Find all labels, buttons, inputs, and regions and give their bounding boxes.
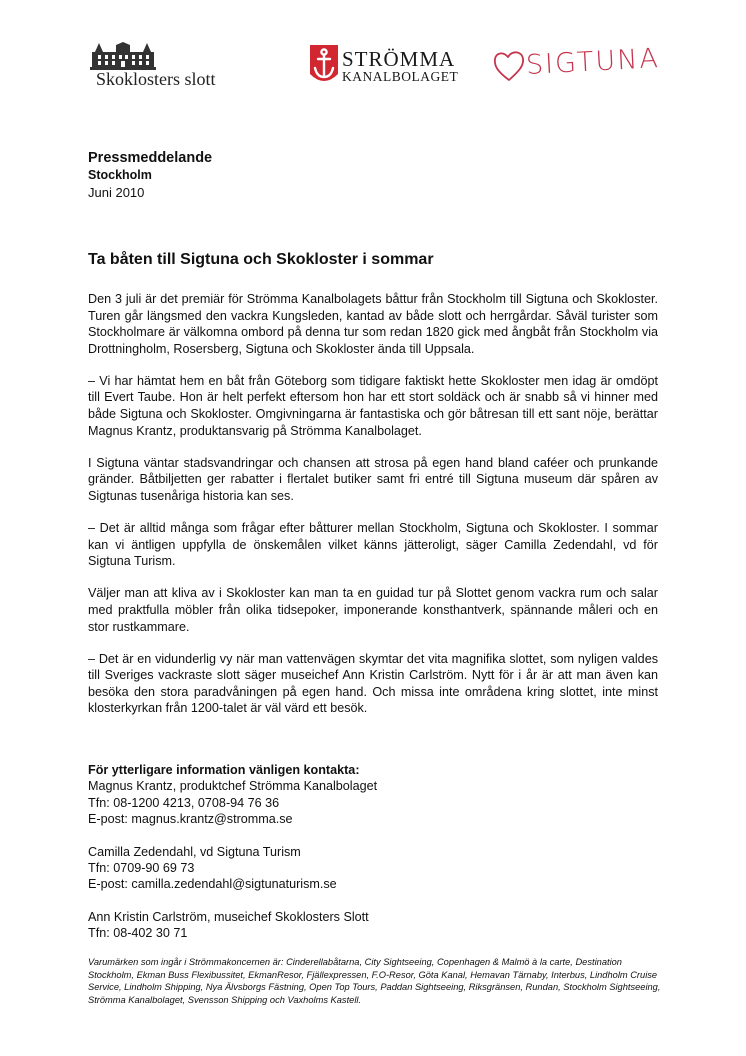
paragraph: Den 3 juli är det premiär för Strömma Kanalbolagets båttur från Stockholm till Sigtuna och Skokloster. Turen går längsmed den vackra Kungsleden, kantad av både slott och herrgårdar. Såväl turister som Stockholmare är välkomna ombord på denna tur som redan 1820 gick med ångbåt från Stockholm via Drottningholm, Rosersberg, Sigtuna och Skokloster ända till Uppsala. (88, 292, 658, 356)
document-header (88, 149, 212, 201)
stromma-logo-line1: STRÖMMA (342, 47, 456, 71)
contact-section (88, 762, 658, 958)
contact-email: E-post: camilla.zedendahl@sigtunaturism.se (88, 877, 337, 892)
contact-name: Camilla Zedendahl, vd Sigtuna Turism (88, 844, 301, 859)
paragraph: – Det är en vidunderlig vy när man vattenvägen skymtar det vita magnifika slottet, som nyligen valdes till Sveriges vackraste slott säger museichef Ann Kristin Carlström. Nytt för i år är att man även kan besöka den stora paradvåningen på egen hand. Och missa inte områdena kring slottet, inte minst klosterkyrkan från 1200-talet är väl värd ett besök. (88, 651, 658, 716)
page-title: Ta båten till Sigtuna och Skokloster i sommar (88, 251, 434, 268)
contact-name: Ann Kristin Carlström, museichef Skoklosters Slott (88, 909, 369, 924)
skokloster-logo (88, 42, 298, 92)
anchor-icon (309, 44, 339, 88)
doc-date: Juni 2010 (88, 185, 145, 200)
contact-name: Magnus Krantz, produktchef Strömma Kanalbolaget (88, 779, 378, 794)
contact-phone: Tfn: 08-1200 4213, 0708-94 76 36 (88, 795, 280, 810)
contact-phone: Tfn: 08-402 30 71 (88, 926, 188, 941)
paragraph: – Det är alltid många som frågar efter båtturer mellan Stockholm, Sigtuna och Skokloster. I sommar kan vi äntligen uppfylla de önskemålen vilket känns jätteroligt, säger Camilla Zedendahl, vd för Sigtuna Turism. (88, 521, 658, 569)
brands-footer: Varumärken som ingår i Strömmakoncernen är: Cinderellabåtarna, City Sightseeing, Copenhagen & Malmö à la carte, Destination Stockholm, Ekman Buss Flexibussitet, EkmanResor, Fjällexpressen, F.O-Resor, Göta Kanal, Hemavan Tärnaby, Interbus, Lindholm Cruise Service, Lindholm Shipping, Nya Älvsborgs Fästning, Open Top Tours, Paddan Sightseeing, Riksgränsen, Rundan, Stockholm Sightseeing, Strömma Kanalbolaget, Svensson Shipping och Vaxholms Kastell. (88, 957, 661, 1005)
sigtuna-logo-text: SIGTUNA (525, 43, 661, 81)
contact-heading: För ytterligare information vänligen kontakta: (88, 763, 360, 777)
sigtuna-logo (492, 43, 668, 90)
paragraph: Väljer man att kliva av i Skokloster kan man ta en guidad tur på Slottet genom vackra rum och salar med praktfulla möbler från olika tidsepoker, imponerande konsthantverk, spännande måleri och en stor rustkammare. (88, 586, 658, 634)
doc-city: Stockholm (88, 168, 152, 182)
stromma-logo (309, 44, 479, 90)
stromma-logo-line2: KANALBOLAGET (342, 69, 459, 84)
paragraph: – Vi har hämtat hem en båt från Göteborg som tidigare faktiskt hette Skokloster men idag är omdöpt till Evert Taube. Hon är helt perfekt eftersom hon har ett stort soldäck och är snabb så vi hinner med både Sigtuna och Skokloster. Omgivningarna är fantastiska och gör båtresan till ett sant nöje, berättar Magnus Krantz, produktansvarig på Strömma Kanalbolaget. (88, 373, 658, 438)
logo-row (88, 40, 668, 94)
contact-phone: Tfn: 0709-90 69 73 (88, 861, 195, 876)
paragraph: I Sigtuna väntar stadsvandringar och chansen att strosa på egen hand bland caféer och prunkande gränder. Båtbiljetten ger rabatter i flertalet butiker samt fri entré till Sigtuna museum där spåren av Sigtunas tusenåriga historia kan ses. (88, 455, 658, 503)
body-text (88, 291, 658, 732)
castle-icon (90, 42, 156, 70)
doc-type: Pressmeddelande (88, 150, 213, 166)
contact-email: E-post: magnus.krantz@stromma.se (88, 812, 293, 827)
skokloster-logo-text: Skoklosters slott (96, 69, 216, 89)
heart-icon (492, 48, 526, 84)
